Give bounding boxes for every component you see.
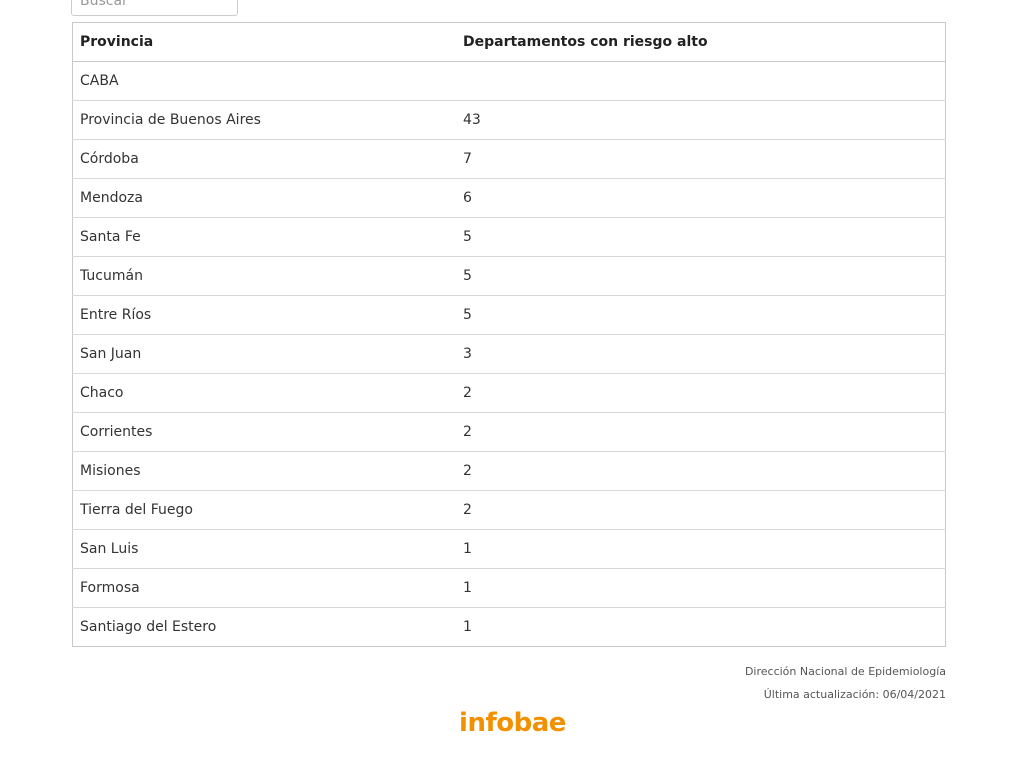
table-row [73, 62, 946, 101]
table-row [73, 374, 946, 413]
table-row [73, 179, 946, 218]
table-row [73, 296, 946, 335]
table-row [73, 530, 946, 569]
column-header-provincia[interactable]: Provincia [73, 23, 457, 62]
table-body [73, 62, 946, 647]
data-table [72, 22, 946, 647]
cell-provincia: Tierra del Fuego [73, 491, 457, 530]
cell-provincia: Tucumán [73, 257, 457, 296]
column-header-departamentos[interactable]: Departamentos con riesgo alto [456, 23, 946, 62]
cell-departamentos: 3 [456, 335, 946, 374]
table-row [73, 608, 946, 647]
table-row [73, 413, 946, 452]
cell-provincia: Misiones [73, 452, 457, 491]
cell-provincia: Provincia de Buenos Aires [73, 101, 457, 140]
cell-provincia: Santiago del Estero [80, 619, 217, 635]
cell-departamentos: 2 [456, 413, 946, 452]
cell-provincia: San Juan [73, 335, 457, 374]
table-row [73, 101, 946, 140]
table-row [73, 140, 946, 179]
infobae-logo[interactable]: infobae [459, 708, 566, 738]
cell-provincia: Entre Ríos [73, 296, 457, 335]
cell-departamentos [456, 62, 946, 101]
cell-provincia: CABA [73, 62, 457, 101]
cell-departamentos: 1 [456, 530, 946, 569]
cell-provincia: Corrientes [73, 413, 457, 452]
source-note [745, 660, 946, 706]
table-row [73, 491, 946, 530]
table-row [73, 335, 946, 374]
cell-departamentos: 43 [456, 101, 946, 140]
table-row [73, 257, 946, 296]
table-row [73, 218, 946, 257]
cell-departamentos: 5 [456, 218, 946, 257]
cell-provincia: San Luis [73, 530, 457, 569]
cell-provincia: Santa Fe [73, 218, 457, 257]
search-box[interactable] [71, 0, 238, 16]
cell-provincia: Formosa [73, 569, 457, 608]
cell-departamentos: 5 [456, 296, 946, 335]
cell-provincia: Mendoza [73, 179, 457, 218]
table-row [73, 569, 946, 608]
cell-provincia: Chaco [73, 374, 457, 413]
table-header-row [73, 23, 946, 62]
cell-departamentos: 1 [463, 619, 472, 635]
cell-departamentos: 1 [456, 569, 946, 608]
last-updated-text: Última actualización: 06/04/2021 [763, 688, 946, 701]
cell-departamentos: 2 [456, 491, 946, 530]
cell-departamentos: 2 [456, 452, 946, 491]
search-input[interactable] [72, 0, 237, 15]
cell-provincia: Córdoba [73, 140, 457, 179]
cell-departamentos: 5 [456, 257, 946, 296]
cell-departamentos: 7 [456, 140, 946, 179]
cell-departamentos: 6 [456, 179, 946, 218]
cell-departamentos: 2 [456, 374, 946, 413]
source-text: Dirección Nacional de Epidemiología [744, 665, 946, 678]
table-row [73, 452, 946, 491]
